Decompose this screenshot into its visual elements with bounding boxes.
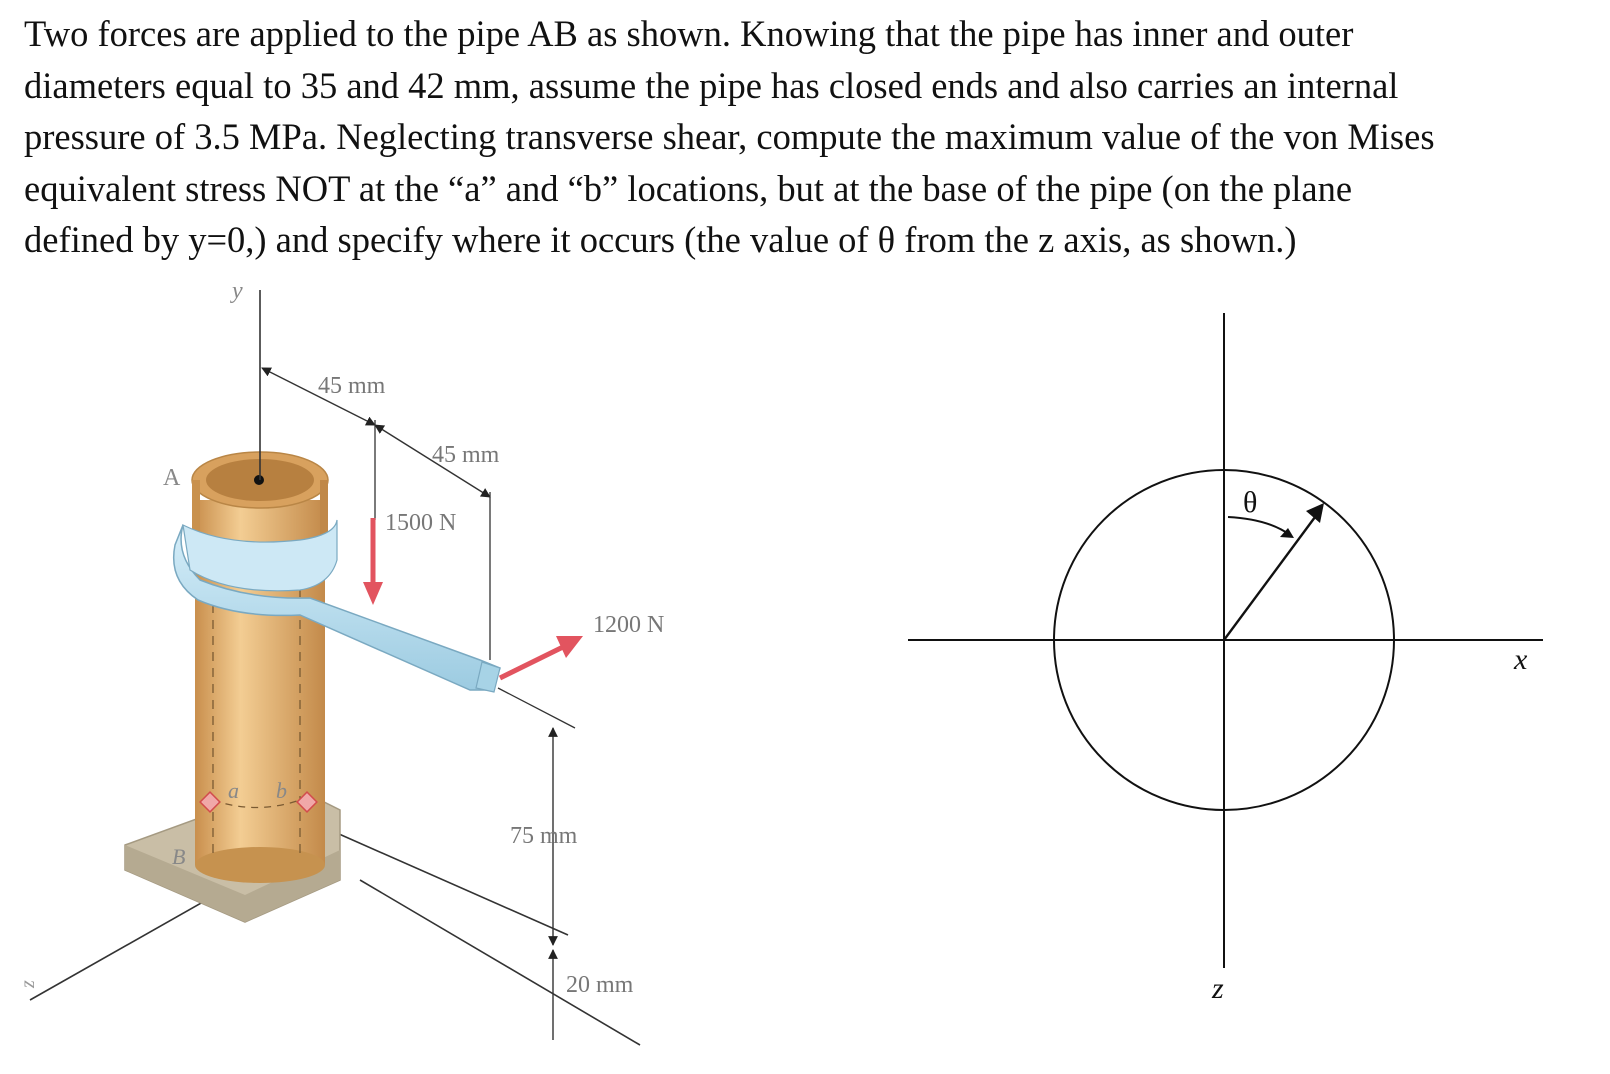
problem-line-3: pressure of 3.5 MPa. Neglecting transverse shear, compute the maximum value of the von Mises (24, 116, 1435, 157)
cross-section-diagram (908, 313, 1543, 1005)
pipe-figure (17, 278, 664, 1045)
problem-line-1: Two forces are applied to the pipe AB as shown. Knowing that the pipe has inner and outer (24, 13, 1354, 54)
theta-label: θ (1243, 486, 1258, 519)
point-b-label: B (172, 844, 186, 869)
axis-z-label: z (17, 980, 39, 988)
point-a-label: A (163, 465, 181, 491)
force-1500-arrow (363, 582, 383, 605)
problem-line-4: equivalent stress NOT at the “a” and “b” locations, but at the base of the pipe (on the plane (24, 167, 1353, 209)
loc-a-label: a (228, 778, 239, 803)
dim-20: 20 mm (566, 972, 634, 998)
dim-75: 75 mm (510, 823, 578, 849)
force-1200-label: 1200 N (593, 612, 665, 638)
dim-45-mid: 45 mm (432, 442, 500, 468)
problem-line-5: defined by y=0,) and specify where it occurs (the value of θ from the z axis, as shown.) (24, 219, 1297, 260)
z-axis-label: z (1212, 972, 1224, 1005)
axis-y-label: y (232, 278, 243, 304)
force-1500-label: 1500 N (385, 510, 457, 536)
problem-line-2: diameters equal to 35 and 42 mm, assume the pipe has closed ends and also carries an internal (24, 64, 1399, 106)
dim-45-top: 45 mm (318, 373, 386, 399)
loc-b-label: b (276, 778, 287, 803)
x-axis-label: x (1514, 643, 1528, 676)
